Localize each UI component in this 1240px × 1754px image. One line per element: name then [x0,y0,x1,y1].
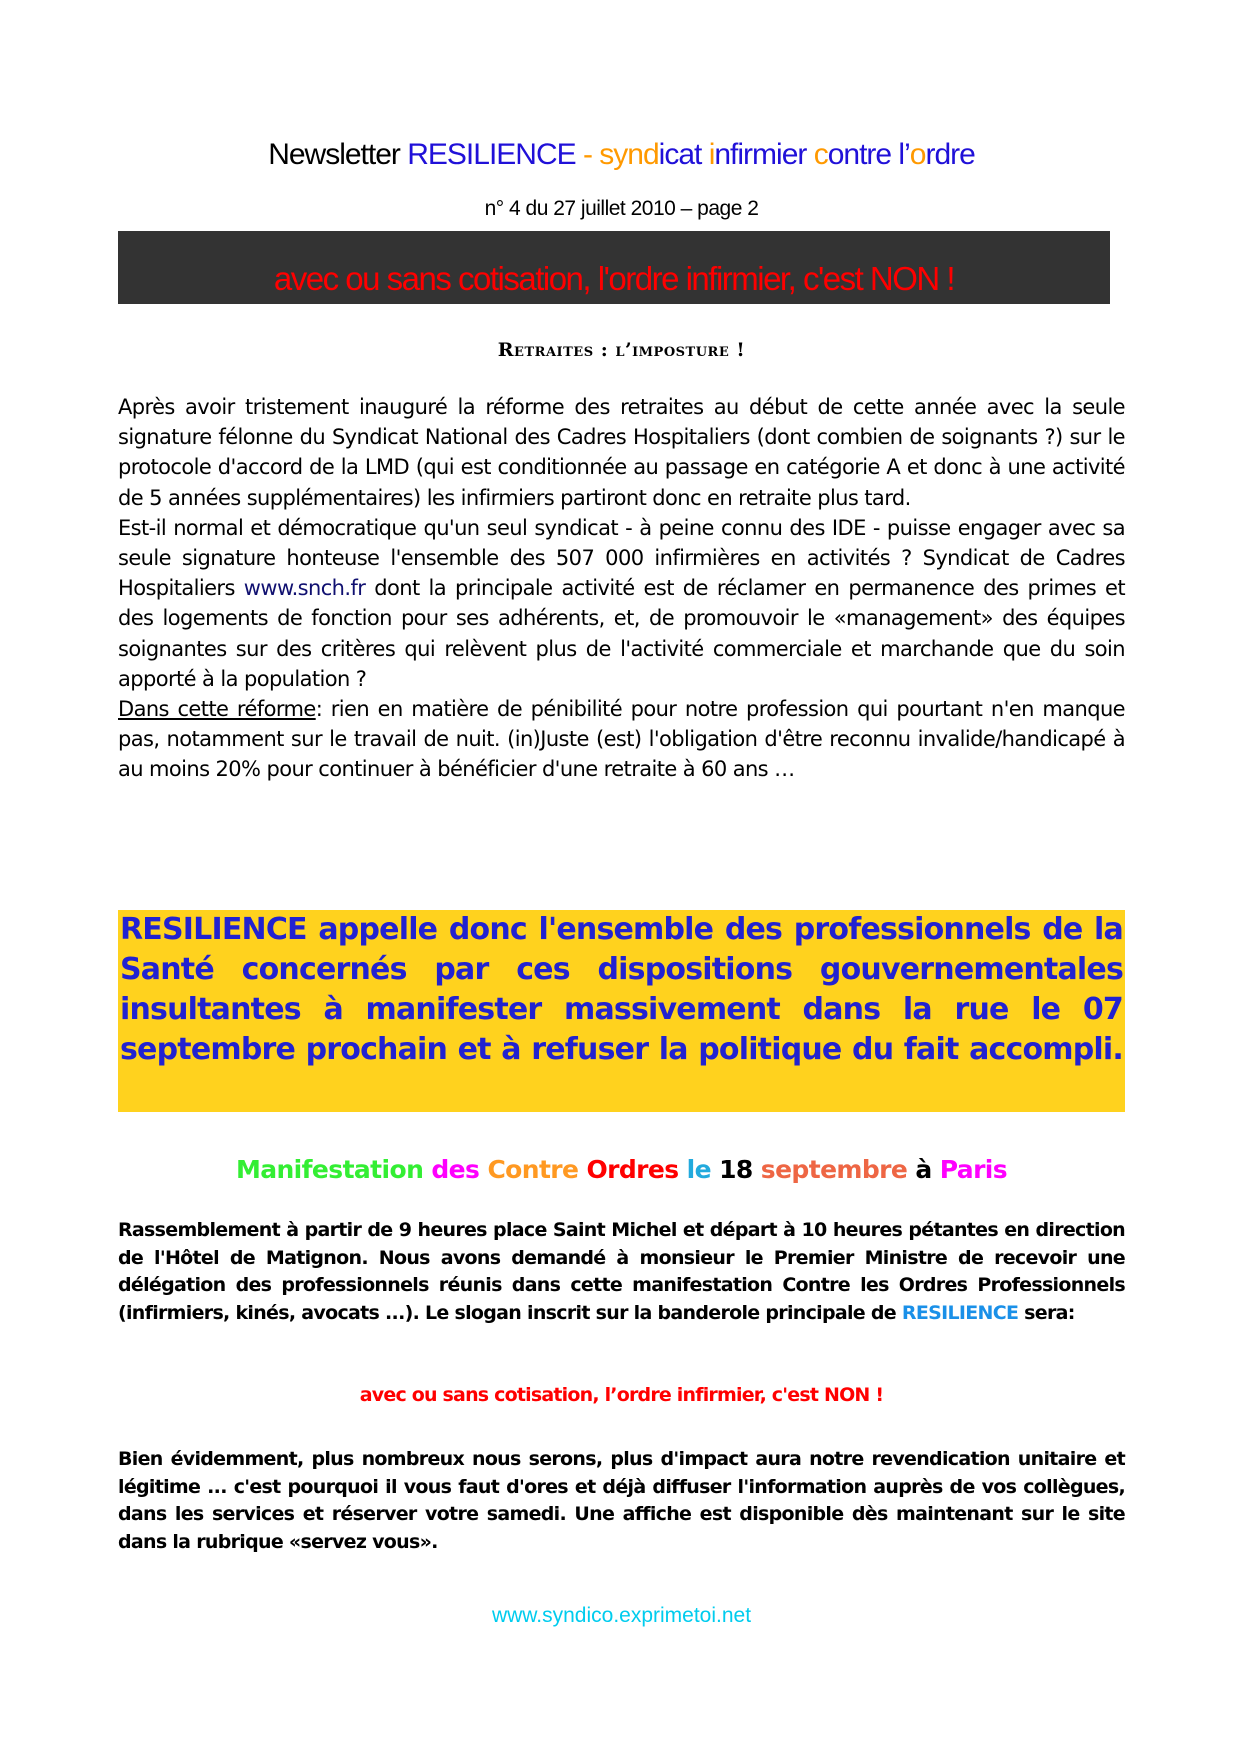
title-part: c [813,138,828,171]
title-part: i [708,138,715,171]
slogan-banner [118,231,1110,304]
info-text-after: sera: [1018,1301,1075,1324]
event-title [118,1155,1125,1184]
event-title-part: septembre [760,1155,916,1184]
call-to-action-text: RESILIENCE appelle donc l'ensemble des professionnels de la Santé concernés par ces dispositions gouvernementales insultantes à manifester massivement dans la rue le 07 septembre prochain et à refuser la politique du fait accompli. [120,912,1123,1067]
event-title-part: Manifestation [235,1155,432,1184]
closing-paragraph [118,1446,1125,1556]
event-title-part: le [686,1155,720,1184]
paragraph-2 [118,513,1125,694]
title-part: o [909,138,926,171]
event-info [118,1217,1125,1327]
event-info-paragraph [118,1217,1125,1327]
snch-link[interactable]: www.snch.fr [243,576,366,601]
info-text-before: Rassemblement à partir de 9 heures place Saint Michel et départ à 10 heures pétantes en direction de l'Hôtel de Matignon. Nous avons demandé à monsieur le Premier Ministre de recevoir une délégation des professionnels réunis dans cette manifestation Contre les Ordres Professionnels (infirmiers, kinés, avocats ...). Le slogan inscrit sur la banderole principale de [118,1219,1125,1324]
title-part: Newsletter [268,138,408,171]
article-body [118,392,1125,785]
event-title-part: 18 [719,1155,761,1184]
p3-text: : rien en matière de pénibilité pour notre profession qui pourtant n'en manque pas, notamment sur le travail de nuit. (in)Juste (est) l'obligation d'être reconnu invalide/handicapé à au moins 20% pour continuer à bénéficier d'une retraite à 60 ans … [118,697,1125,782]
event-title-part: Ordres [586,1155,687,1184]
p3-underlined-lead: Dans cette réforme [118,697,316,722]
event-title-part: Paris [939,1155,1008,1184]
closing-text: Bien évidemment, plus nombreux nous serons, plus d'impact aura notre revendication unitaire et légitime ... c'est pourquoi il vous faut d'ores et déjà diffuser l'information auprès de vos collègues, dans les services et réserver votre samedi. Une affiche est disponible dès maintenant sur le site dans la rubrique «servez vous». [118,1448,1125,1553]
resilience-highlight: RESILIENCE [901,1301,1019,1324]
website-link[interactable]: www.syndico.exprimetoi.net [491,1604,752,1627]
section-heading: Retraites : l’imposture ! [497,339,746,361]
banner-text: avec ou sans cotisation, l'ordre infirmier, c'est NON ! [273,260,955,297]
title-part: rdre [925,138,975,171]
issue-subtitle: n° 4 du 27 juillet 2010 – page 2 [484,197,759,220]
event-title-part: à [915,1155,940,1184]
banner-slogan: avec ou sans cotisation, l’ordre infirmier, c'est NON ! [359,1384,884,1406]
event-title-part: des [431,1155,488,1184]
event-title-part: Contre [487,1155,587,1184]
title-part: ontre l’ [827,138,910,171]
paragraph-3 [118,694,1125,785]
title-part: RESILIENCE [407,138,576,171]
title-part: - [575,138,600,171]
title-part: nfirmier [714,138,814,171]
p2-text-after: dont la principale activité est de réclamer en permanence des primes et des logements de fonction pour ses adhérents, et, de promouvoir le «management» des équipes soignantes sur des critères qui relèvent plus de l'activité commerciale et marchande que du soin apporté à la population ? [118,576,1125,691]
title-part: synd [599,138,659,171]
newsletter-title [118,138,1125,172]
title-part: icat [658,138,709,171]
call-to-action-box [118,910,1125,1112]
paragraph-1: Après avoir tristement inauguré la réforme des retraites au début de cette année avec la seule signature félonne du Syndicat National des Cadres Hospitaliers (dont combien de soignants ?) sur le protocole d'accord de la LMD (qui est conditionnée au passage en catégorie A et donc à une activité de 5 années supplémentaires) les infirmiers partiront donc en retraite plus tard. [118,395,1125,510]
p2-text-before: Est-il normal et démocratique qu'un seul syndicat - à peine connu des IDE - puisse engager avec sa seule signature honteuse l'ensemble des 507 000 infirmières en activités ? Syndicat de Cadres Hospitaliers [118,515,1125,601]
